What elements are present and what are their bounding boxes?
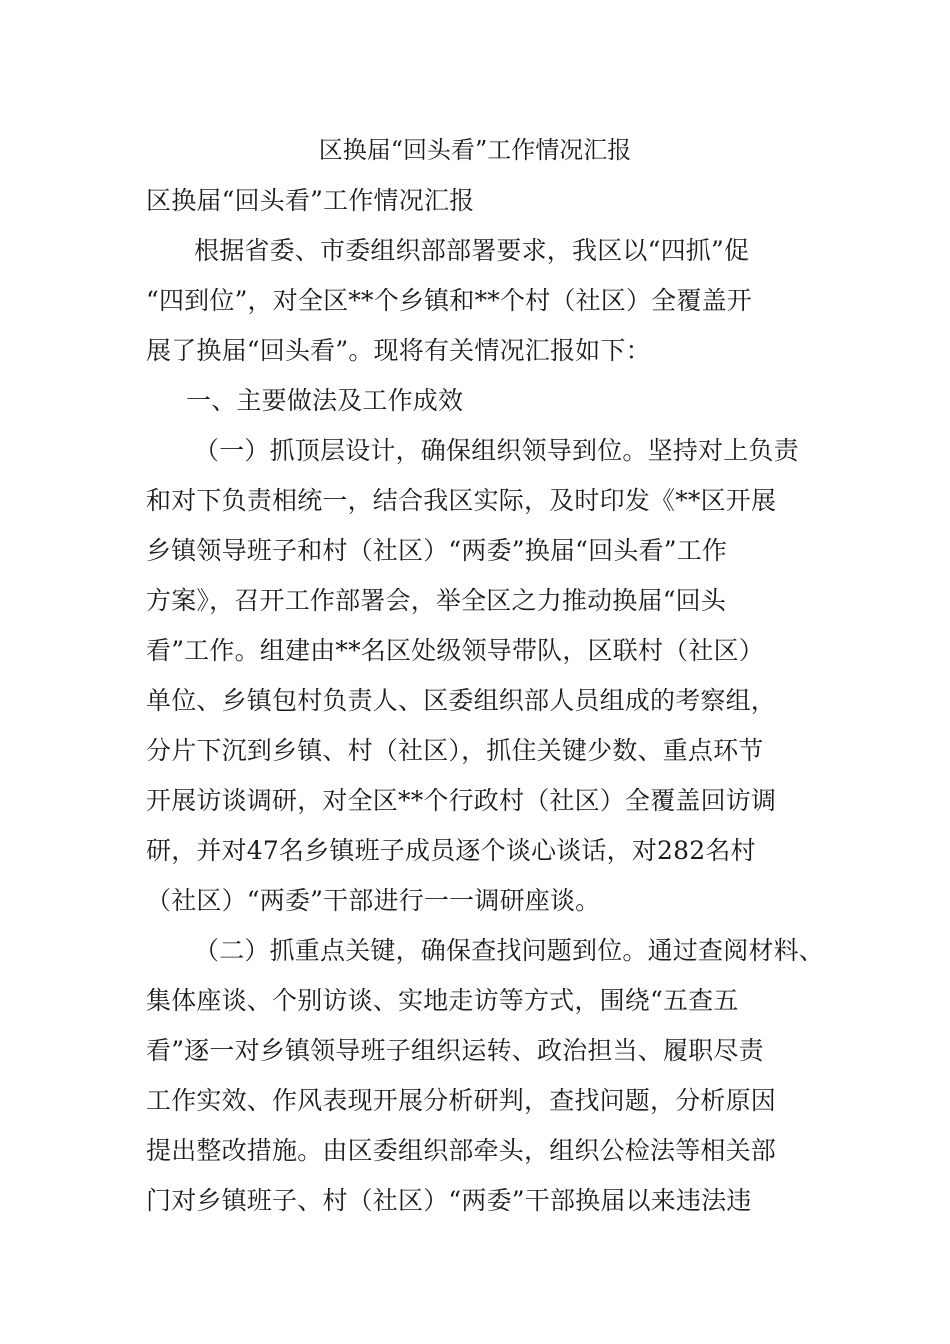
paragraph-line: （二）抓重点关键，确保查找问题到位。通过查阅材料、 [194,936,825,965]
paragraph-line: 开展访谈调研，对全区**个行政村（社区）全覆盖回访调 [146,786,777,815]
paragraph-line: 方案》，召开工作部署会，举全区之力推动换届“回头 [146,586,727,615]
paragraph-line: 集体座谈、个别访谈、实地走访等方式，围绕“五查五 [146,986,739,1015]
paragraph-line: 看”逐一对乡镇领导班子组织运转、政治担当、履职尽责 [146,1036,764,1065]
subtitle-line: 区换届“回头看”工作情况汇报 [146,186,475,215]
paragraph-line: “四到位”，对全区**个乡镇和**个村（社区）全覆盖开 [146,286,752,315]
paragraph-line: 根据省委、市委组织部部署要求，我区以“四抓”促 [194,236,750,265]
paragraph-line: 分片下沉到乡镇、村（社区），抓住关键少数、重点环节 [146,736,764,765]
paragraph-line: （社区）“两委”干部进行一一调研座谈。 [146,886,601,915]
document-title: 区换届“回头看”工作情况汇报 [318,136,632,164]
paragraph-line: 门对乡镇班子、村（社区）“两委”干部换届以来违法违 [146,1186,752,1215]
paragraph-line: 单位、乡镇包村负责人、区委组织部人员组成的考察组， [146,686,777,715]
paragraph-line: 提出整改措施。由区委组织部牵头，组织公检法等相关部 [146,1136,777,1165]
paragraph-line: 看”工作。组建由**名区处级领导带队，区联村（社区） [146,636,764,665]
paragraph-line: （一）抓顶层设计，确保组织领导到位。坚持对上负责 [194,436,799,465]
paragraph-line: 研，并对47名乡镇班子成员逐个谈心谈话，对282名村 [146,836,756,865]
section-heading: 一、主要做法及工作成效 [186,386,464,415]
paragraph-line: 展了换届“回头看”。现将有关情况汇报如下： [146,336,651,365]
paragraph-line: 和对下负责相统一，结合我区实际，及时印发《**区开展 [146,486,777,515]
paragraph-line: 工作实效、作风表现开展分析研判，查找问题，分析原因 [146,1086,777,1115]
paragraph-line: 乡镇领导班子和村（社区）“两委”换届“回头看”工作 [146,536,728,565]
